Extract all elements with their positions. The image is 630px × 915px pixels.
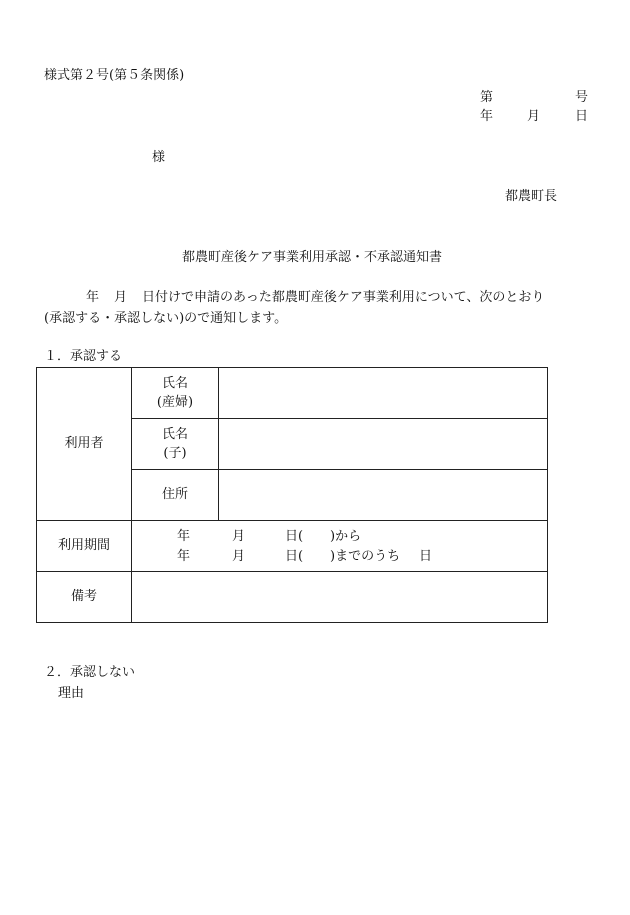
period-start-year: 年 bbox=[177, 529, 191, 544]
date-day: 日 bbox=[575, 109, 589, 124]
period-end-year: 年 bbox=[177, 549, 191, 564]
date-year: 年 bbox=[480, 109, 494, 124]
child-name-value-cell[interactable] bbox=[219, 419, 548, 470]
mother-name-label: 氏名 bbox=[161, 375, 188, 391]
period-start-day: 日( bbox=[285, 529, 304, 544]
note-label: 備考 bbox=[70, 589, 97, 605]
note-value-cell[interactable] bbox=[132, 572, 548, 623]
period-start-month: 月 bbox=[232, 529, 246, 544]
body-line-2: (承認する・承認しない)ので通知します。 bbox=[44, 311, 288, 326]
period-end-day: 日( bbox=[285, 549, 304, 564]
period-end-line bbox=[132, 547, 547, 565]
child-name-label-cell bbox=[132, 419, 219, 470]
form-number: 様式第２号(第５条関係) bbox=[44, 68, 185, 83]
mother-name-sublabel: (産婦) bbox=[156, 395, 194, 410]
section-2-heading: ２．承認しない bbox=[44, 665, 136, 680]
period-label-cell bbox=[37, 521, 132, 572]
section-1-heading: １．承認する bbox=[44, 349, 123, 364]
mother-name-label-cell bbox=[132, 368, 219, 419]
child-name-sublabel: (子) bbox=[163, 446, 187, 461]
reason-label: 理由 bbox=[58, 686, 85, 701]
document-number-suffix: 号 bbox=[575, 90, 589, 105]
body-date-year: 年 bbox=[86, 290, 100, 305]
period-end-month: 月 bbox=[232, 549, 246, 564]
address-value-cell[interactable] bbox=[219, 470, 548, 521]
address-label: 住所 bbox=[161, 487, 188, 503]
document-number-prefix: 第 bbox=[480, 90, 494, 105]
period-total-days: 日 bbox=[419, 549, 433, 564]
period-label: 利用期間 bbox=[57, 538, 110, 554]
period-start-line bbox=[132, 527, 547, 545]
addressee-suffix: 様 bbox=[152, 150, 166, 165]
sender-name: 都農町長 bbox=[505, 189, 558, 204]
user-label: 利用者 bbox=[64, 436, 104, 452]
address-label-cell bbox=[132, 470, 219, 521]
period-value-cell[interactable] bbox=[132, 521, 548, 572]
document-title: 都農町産後ケア事業利用承認・不承認通知書 bbox=[182, 250, 443, 265]
body-date-month: 月 bbox=[114, 290, 128, 305]
period-start-close: )から bbox=[330, 529, 362, 544]
approval-table bbox=[36, 367, 548, 623]
child-name-label: 氏名 bbox=[161, 426, 188, 442]
user-label-cell bbox=[37, 368, 132, 521]
mother-name-value-cell[interactable] bbox=[219, 368, 548, 419]
note-label-cell bbox=[37, 572, 132, 623]
body-line-1: 日付けで申請のあった都農町産後ケア事業利用について、次のとおり bbox=[142, 290, 545, 305]
date-month: 月 bbox=[527, 109, 541, 124]
period-end-close: )までのうち bbox=[330, 549, 401, 564]
